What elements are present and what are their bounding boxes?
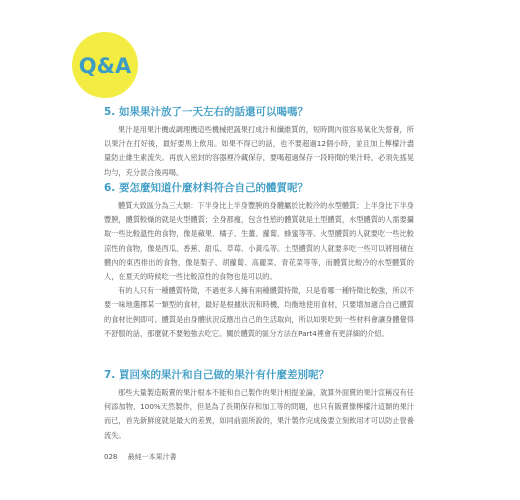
book-title: 最純一本果汁書: [127, 453, 177, 461]
answer-body: [104, 199, 414, 341]
answer-paragraph: 有的人只有一種體質特徵，不過更多人擁有兩種體質特徵，只是看哪一種特徵比較強，所以不要一味地選擇某一類型的食材，最好是根據狀況和時機，均衡地使用食材，只要增加適合自己體質的食材比例即可。體質是由身體狀況反應出自己的生活取向，所以如果吃到一些材料會讓身體覺得不舒服的話，那麼就不要勉強去吃它。關於體質的區分方法在Part4裡會有更詳細的介紹。: [104, 286, 414, 338]
answer-paragraph: 果汁是用果汁機或調理機這些機械把蔬果打成汁和纖維質的，短時間內很容易氧化失營養，所以果汁在打好後，最好要馬上飲用。如果不得已的話，也不要超過12個小時，並且加上檸檬汁盡量防止維生素流失。再放入密封的容器裡冷藏保存，要喝超過保存一段時間的果汁時，必須先搖晃均勻，充分混合後再喝。: [104, 125, 414, 177]
question-title: 6. 要怎麼知道什麼材料符合自己的體質呢？: [104, 182, 308, 194]
answer-paragraph: 體質大致區分為三大類：下半身比上半身豐腴的身體屬於比較冷的水型體質；上半身比下半身豐腴，體質較燥的就是火型體質；全身都瘦，包含性慾的體質就是土型體質，水型體質的人需要攝取一些比較溫性的食物，像是蘋果、橘子、生薑、蘿蔔、蜂蜜等等。火型體質的人就要吃一些比較涼性的食物，像是西瓜、香蕉、甜瓜、草莓、小黃瓜等。土型體質的人就要多吃一些可以將囤積在體內的東西排出的食物，像是梨子、胡蘿蔔、高麗菜、青花菜等等，而體質比較冷的水型體質的人，在夏天的時候吃一些比較涼性的食物也是可以的。: [104, 201, 414, 282]
answer-body: [104, 386, 414, 443]
question-5: [104, 104, 414, 180]
question-7: [104, 367, 414, 443]
page-footer: [104, 452, 177, 462]
question-title: 5. 如果果汁放了一天左右的話還可以喝嗎？: [104, 106, 308, 118]
qa-logo-text: Q&A: [78, 54, 132, 78]
answer-body: [104, 123, 414, 180]
qa-logo: [70, 30, 140, 100]
question-6: [104, 180, 414, 341]
page-number: 028: [104, 453, 118, 461]
answer-paragraph: 那些大量製造販賣的果汁根本不能和自己製作的果汁相提並論，就算外面賣的果汁宣稱沒有任何添加物、100%天然製作，但是為了長期保存和加工等的問題，也只有販賣像檸檬汁這類的果汁而已，首先新鮮度就是最大的差異，如同前面所說的，果汁製作完成後要立刻飲用才可以防止營養流失。: [104, 388, 414, 440]
question-title: 7. 買回來的果汁和自己做的果汁有什麼差別呢？: [104, 369, 329, 381]
